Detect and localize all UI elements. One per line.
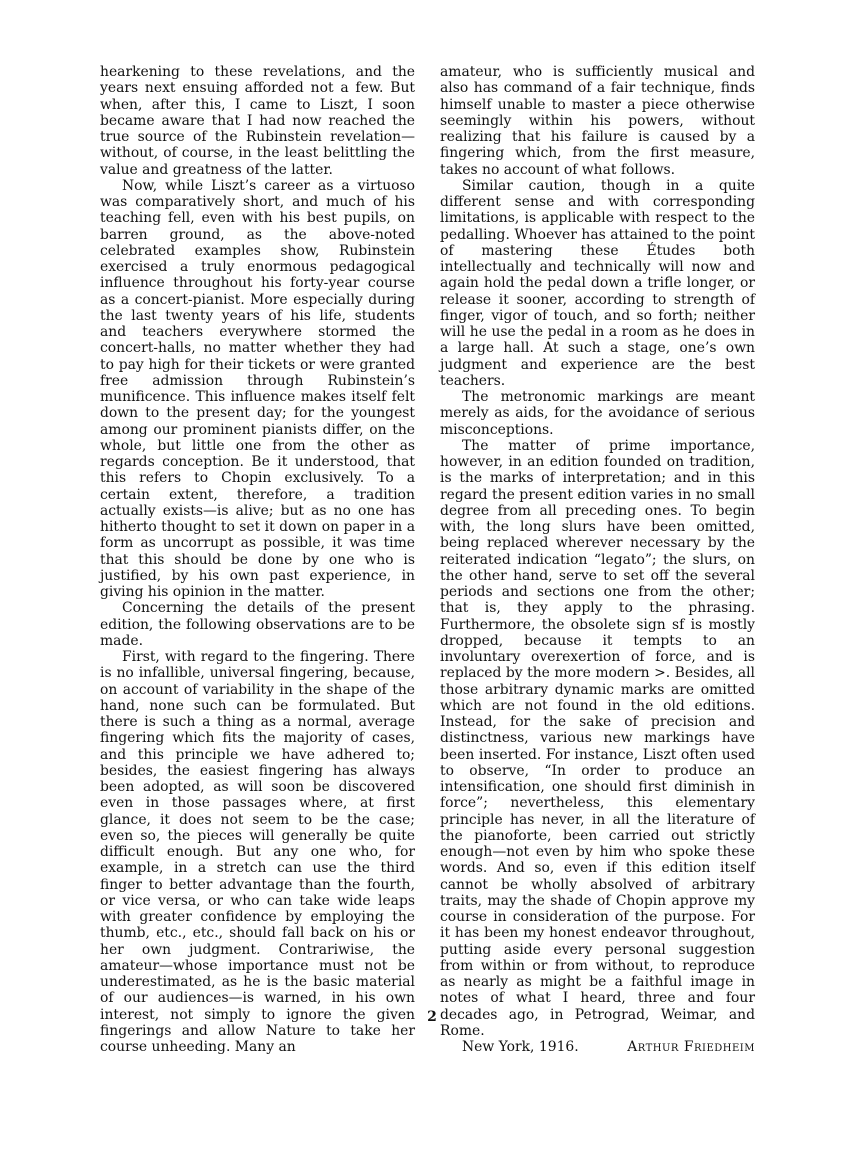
paragraph: Now, while Liszt’s career as a virtuoso was comparatively short, and much of his teaching fell, even with his best pupils, on barren ground, as the above-noted celebrated examples show, Rubinstein exercised a truly enormous pedagogical influence throughout his forty-year course as a concert-pianist. More especially during the last twenty years of his life, students and teachers everywhere stormed the concert-halls, no matter whether they had to pay high for their tickets or were granted free admission through Rubinstein’s munificence. This influence makes itself felt down to the present day; for the youngest among our prominent pianists differ, on the whole, but little one from the other as regards conception. Be it understood, that this refers to Chopin exclusively. To a certain extent, therefore, a tradition actually exists—is alive; but as no one has hitherto thought to set it down on paper in a form as uncorrupt as possible, it was time that this should be done by one who is justified, by his own past experience, in giving his opinion in the matter. bbox=[100, 177, 415, 600]
paragraph: Similar caution, though in a quite different sense and with corresponding limitations, is applicable with respect to the pedalling. Whoever has attained to the point of mastering these Études both intellectually and technically will now and again hold the pedal down a trifle longer, or release it sooner, according to strength of finger, vigor of touch, and so forth; neither will he use the pedal in a room as he does in a large hall. At such a stage, one’s own judgment and experience are the best teachers. bbox=[440, 177, 755, 389]
author-signature: Arthur Friedheim bbox=[627, 1039, 755, 1055]
signature-line bbox=[440, 1039, 755, 1055]
paragraph: The metronomic markings are meant merely as aids, for the avoidance of serious misconceptions. bbox=[440, 389, 755, 438]
right-column bbox=[440, 64, 755, 1055]
place-date: New York, 1916. bbox=[462, 1039, 579, 1055]
paragraph: Concerning the details of the present edition, the following observations are to be made. bbox=[100, 600, 415, 649]
page-number: 2 bbox=[427, 1009, 437, 1025]
paragraph: amateur, who is sufficiently musical and also has command of a fair technique, finds himself unable to master a piece otherwise seemingly within his powers, without realizing that his failure is caused by a fingering which, from the first measure, takes no account of what follows. bbox=[440, 64, 755, 178]
paragraph: First, with regard to the fingering. There is no infallible, universal fingering, because, on account of variability in the shape of the hand, none such can be formulated. But there is such a thing as a normal, average fingering which fits the majority of cases, and this principle we have adhered to; besides, the easiest fingering has always been adopted, as will soon be discovered even in those passages where, at first glance, it does not seem to be the case; even so, the pieces will generally be quite difficult enough. But any one who, for example, in a stretch can use the third finger to better advantage than the fourth, or vice versa, or who can take wide leaps with greater confidence by employing the thumb, etc., etc., should fall back on his or her own judgment. Contrariwise, the amateur—whose importance must not be underestimated, as he is the basic material of our audiences—is warned, in his own interest, not simply to ignore the given fingerings and allow Nature to take her course unheeding. Many an bbox=[100, 649, 415, 1055]
paragraph: The matter of prime importance, however, in an edition founded on tradition, is the marks of interpretation; and in this regard the present edition varies in no small degree from all preceding ones. To begin with, the long slurs have been omitted, being replaced wherever necessary by the reiterated indication “legato”; the slurs, on the other hand, serve to set off the several periods and sections one from the other; that is, they apply to the phrasing. Furthermore, the obsolete sign sf is mostly dropped, because it tempts to an involuntary overexertion of force, and is replaced by the more modern >. Besides, all those arbitrary dynamic marks are omitted which are not found in the old editions. Instead, for the sake of precision and distinctness, various new markings have been inserted. For instance, Liszt often used to observe, “In order to produce an intensification, one should first diminish in force”; nevertheless, this elementary principle has never, in all the literature of the pianoforte, been carried out strictly enough—not even by him who spoke these words. And so, even if this edition itself cannot be wholly absolved of arbitrary traits, may the shade of Chopin approve my course in consideration of the purpose. For it has been my honest endeavor throughout, putting aside every personal suggestion from within or from without, to reproduce as nearly as might be a faithful image in notes of what I heard, three and four decades ago, in Petrograd, Weimar, and Rome. bbox=[440, 437, 755, 1039]
paragraph: hearkening to these revelations, and the years next ensuing afforded not a few. But when, after this, I came to Liszt, I soon became aware that I had now reached the true source of the Rubinstein revelation—without, of course, in the least belittling the value and greatness of the latter. bbox=[100, 64, 415, 178]
left-column bbox=[100, 64, 415, 1055]
